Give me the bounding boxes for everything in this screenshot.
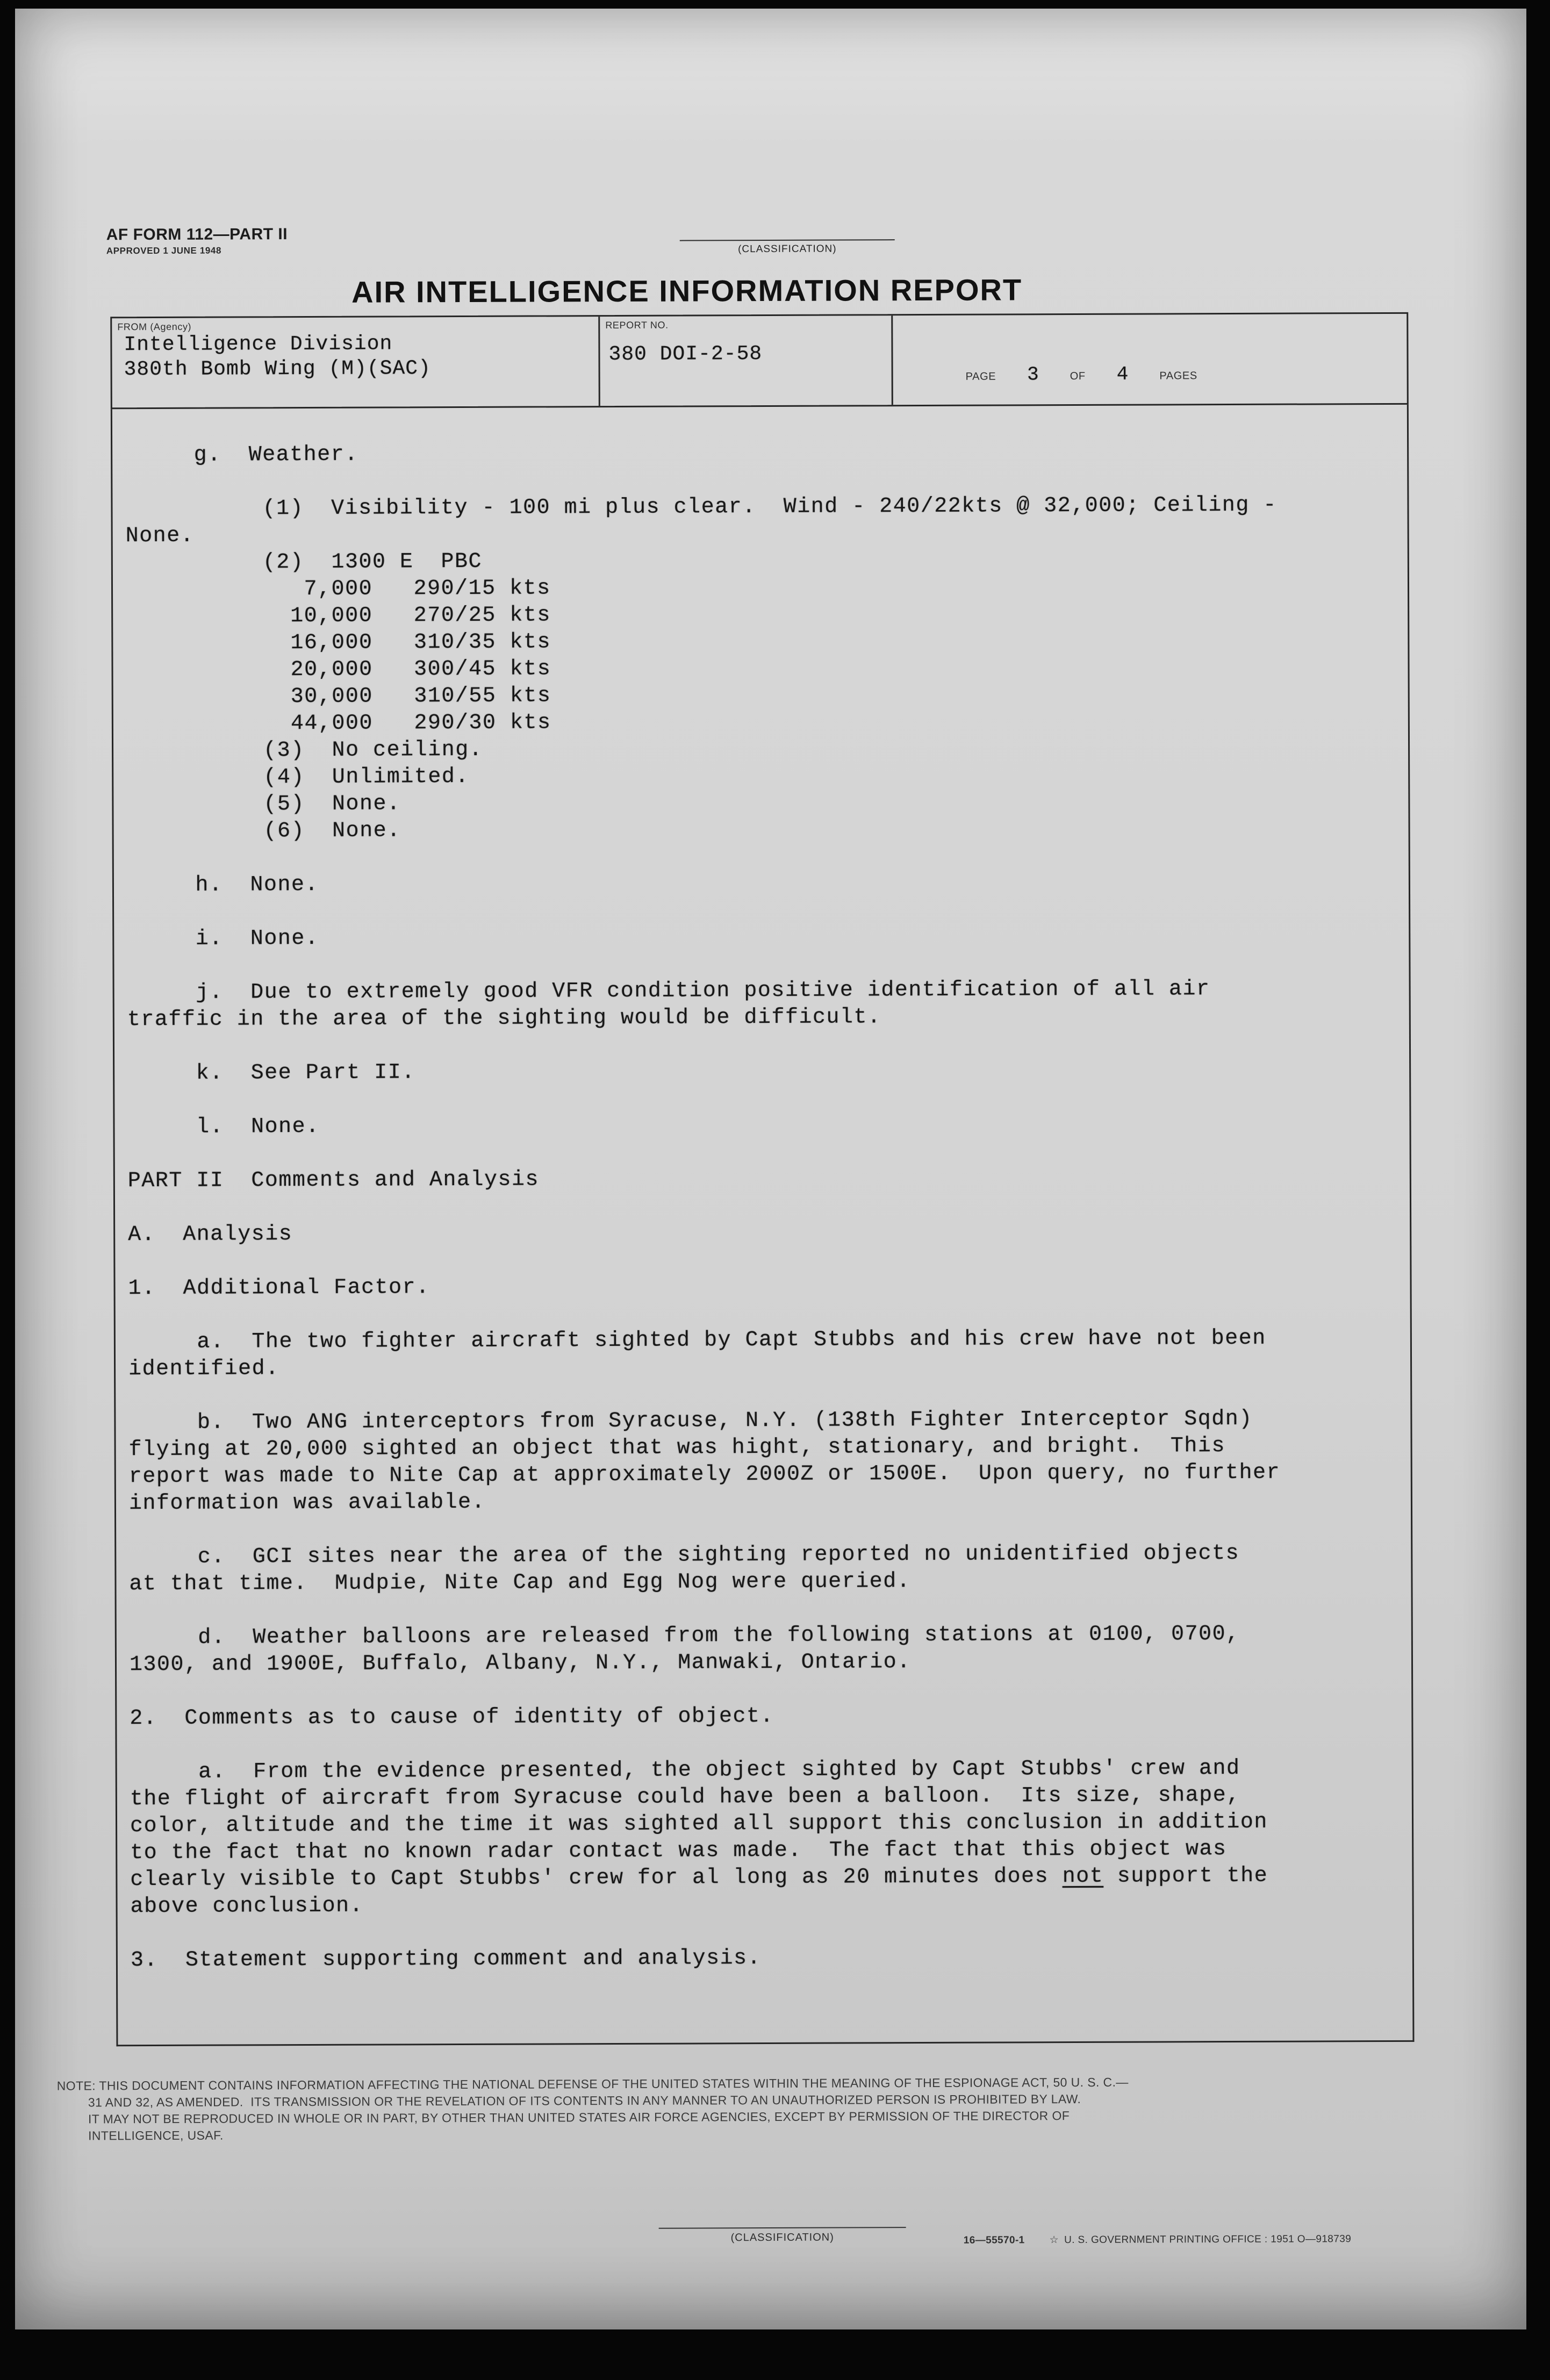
- typed-line: the flight of aircraft from Syracuse could have been a balloon. Its size, shape,: [130, 1783, 1240, 1812]
- typed-line: 30,000 310/55 kts: [126, 684, 551, 710]
- typed-line: [128, 1298, 1400, 1329]
- typed-line: [127, 895, 1398, 926]
- security-note-line: 31 AND 32, AS AMENDED. ITS TRANSMISSION OR THE REVELATION OF ITS CONTENTS IN ANY MANNER TO AN UNAUTHORIZED PERSON IS PROHIBITED BY LAW.: [88, 2091, 1081, 2110]
- typed-line: b. Two ANG interceptors from Syracuse, N.Y. (138th Fighter Interceptor Sqdn): [128, 1407, 1253, 1436]
- typed-line: [130, 1674, 1401, 1705]
- gpo-office-text: U. S. GOVERNMENT PRINTING OFFICE : 1951 O—918739: [1064, 2233, 1352, 2246]
- typed-line: (3) No ceiling.: [126, 737, 483, 764]
- typed-line: PART II Comments and Analysis: [127, 1167, 540, 1194]
- form-number: AF FORM 112—PART II: [106, 225, 288, 244]
- typed-line: [127, 841, 1398, 872]
- security-note-line: IT MAY NOT BE REPRODUCED IN WHOLE OR IN PART, BY OTHER THAN UNITED STATES AIR FORCE AGENCIES, EXCEPT BY PERMISSION OF THE DIRECTOR OF: [88, 2109, 1070, 2126]
- typed-line: 2. Comments as to cause of identity of object.: [130, 1704, 774, 1731]
- gpo-print-line: [964, 2233, 1351, 2247]
- typed-line: (6) None.: [126, 819, 401, 844]
- typed-line: a. The two fighter aircraft sighted by Capt Stubbs and his crew have not been: [128, 1326, 1266, 1355]
- from-agency-value-line1: Intelligence Division: [124, 332, 393, 357]
- classification-top: (CLASSIFICATION): [680, 239, 895, 255]
- typed-line: 10,000 270/25 kts: [126, 603, 551, 629]
- typed-line: g. Weather.: [125, 442, 358, 468]
- form-id-block: [106, 225, 288, 256]
- typed-line: traffic in the area of the sighting would be difficult.: [127, 1005, 881, 1033]
- typed-line: (5) None.: [126, 792, 401, 818]
- security-note-line: INTELLIGENCE, USAF.: [88, 2128, 224, 2143]
- page-label: PAGE: [965, 370, 996, 383]
- body-lines-lower: [130, 1889, 1402, 1974]
- typed-line: [131, 1916, 1402, 1947]
- form-approved-date: APPROVED 1 JUNE 1948: [106, 245, 222, 256]
- typed-line: c. GCI sites near the area of the sighting reported no unidentified objects: [129, 1541, 1240, 1570]
- typed-line: at that time. Mudpie, Nite Cap and Egg Nog were queried.: [129, 1569, 911, 1597]
- typed-line: [127, 1029, 1398, 1060]
- pages-label: PAGES: [1159, 370, 1197, 382]
- report-body-box: [111, 405, 1415, 2046]
- typed-line: d. Weather balloons are released from the following stations at 0100, 0700,: [129, 1622, 1240, 1651]
- typed-line: j. Due to extremely good VFR condition positive identification of all air: [127, 977, 1210, 1006]
- star-icon: ☆: [1049, 2234, 1059, 2246]
- typed-line: to the fact that no known radar contact was made. The fact that this object was: [130, 1837, 1227, 1866]
- typed-line-with-underline: [130, 1862, 1401, 1894]
- typed-line: [130, 1728, 1401, 1759]
- typed-line: [127, 949, 1398, 980]
- typed-line: 1. Additional Factor.: [128, 1275, 430, 1301]
- typed-line: l. None.: [127, 1114, 320, 1140]
- typed-line: identified.: [128, 1357, 279, 1382]
- typed-line: 7,000 290/15 kts: [125, 576, 551, 603]
- page-content: [14, 6, 1533, 2332]
- report-number-cell: [600, 316, 893, 406]
- page-count-cell: [893, 314, 1407, 405]
- typed-line: a. From the evidence presented, the object sighted by Capt Stubbs' crew and: [130, 1756, 1240, 1785]
- typed-line: [128, 1244, 1399, 1275]
- typed-line: 16,000 310/35 kts: [126, 630, 551, 656]
- from-agency-value-line2: 380th Bomb Wing (M)(SAC): [124, 357, 431, 382]
- page-number-value: 3: [1027, 363, 1039, 386]
- typed-line: k. See Part II.: [127, 1060, 415, 1086]
- security-note-line: NOTE: THIS DOCUMENT CONTAINS INFORMATION AFFECTING THE NATIONAL DEFENSE OF THE UNITED STATES WITHIN THE MEANING OF THE ESPIONAGE ACT, 50 U. S. C.—: [56, 2075, 1129, 2093]
- typed-line: [128, 1191, 1399, 1222]
- typed-line: 44,000 290/30 kts: [126, 711, 551, 737]
- typed-line: information was available.: [128, 1490, 486, 1516]
- security-note: [57, 2073, 1438, 2145]
- scanned-document-page: [15, 9, 1526, 2329]
- typed-line: [127, 1083, 1398, 1114]
- typed-line: 1300, and 1900E, Buffalo, Albany, N.Y., Manwaki, Ontario.: [129, 1650, 911, 1678]
- typed-line: (1) Visibility - 100 mi plus clear. Wind - 240/22kts @ 32,000; Ceiling -: [125, 493, 1277, 522]
- from-agency-cell: [112, 317, 600, 407]
- typed-line: color, altitude and the time it was sighted all support this conclusion in addition: [130, 1810, 1268, 1839]
- classification-bottom: (CLASSIFICATION): [659, 2227, 906, 2245]
- typed-line: [130, 1594, 1401, 1625]
- typed-line: [128, 1379, 1400, 1410]
- typed-line: [128, 1137, 1399, 1168]
- typed-line: (4) Unlimited.: [126, 764, 469, 791]
- typed-line: report was made to Nite Cap at approximately 2000Z or 1500E. Upon query, no further: [128, 1460, 1281, 1489]
- typed-line: [129, 1513, 1400, 1544]
- typed-line: A. Analysis: [128, 1222, 293, 1248]
- typed-line: None.: [125, 524, 195, 549]
- typed-line: 20,000 300/45 kts: [126, 657, 551, 683]
- underlined-word: not: [1062, 1864, 1104, 1889]
- report-number-label: REPORT NO.: [605, 319, 669, 331]
- report-number-value: 380 DOI-2-58: [608, 342, 763, 367]
- print-code: 16—55570-1: [963, 2234, 1025, 2246]
- from-agency-label: FROM (Agency): [117, 321, 192, 333]
- typed-body: [112, 405, 1412, 1974]
- typed-line: (2) 1300 E PBC: [125, 549, 483, 576]
- report-title: AIR INTELLIGENCE INFORMATION REPORT: [351, 273, 1023, 309]
- total-pages-value: 4: [1116, 363, 1129, 385]
- of-label: OF: [1070, 370, 1086, 383]
- typed-line: [125, 465, 1396, 496]
- typed-line: above conclusion.: [130, 1894, 364, 1919]
- report-header-table: [110, 312, 1409, 409]
- typed-line: i. None.: [127, 926, 319, 952]
- typed-line: flying at 20,000 sighted an object that was hight, stationary, and bright. This: [128, 1434, 1225, 1463]
- not-line-pre: clearly visible to Capt Stubbs' crew for al long as 20 minutes does: [130, 1865, 1063, 1892]
- not-line-post: support the: [1103, 1863, 1268, 1889]
- body-lines-upper: [125, 438, 1401, 1867]
- typed-line: h. None.: [126, 872, 319, 898]
- typed-line: 3. Statement supporting comment and analysis.: [130, 1946, 762, 1973]
